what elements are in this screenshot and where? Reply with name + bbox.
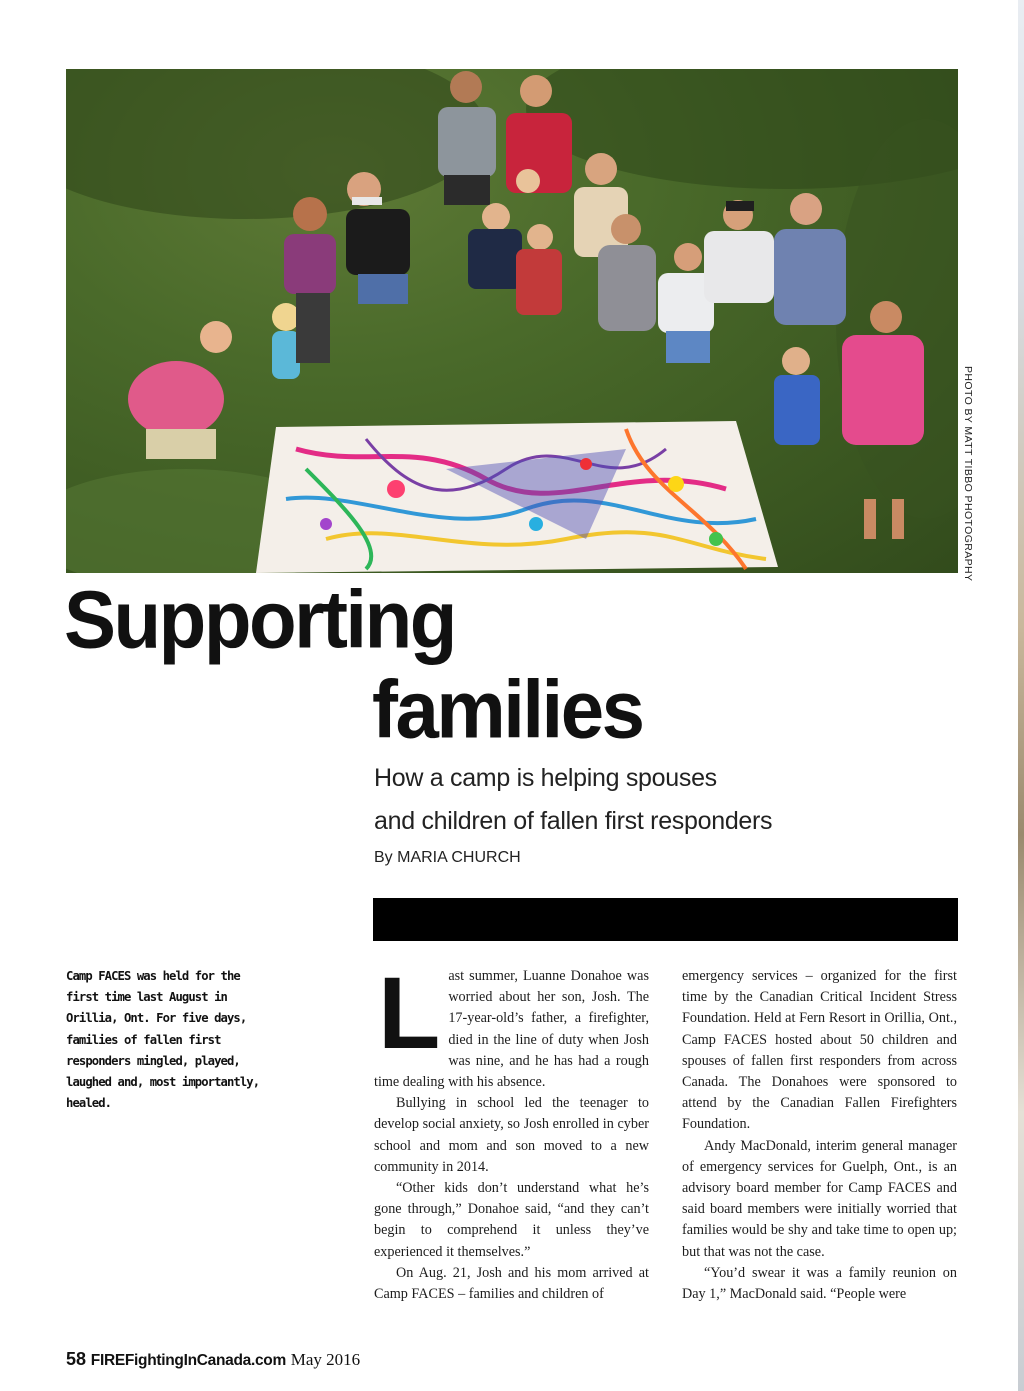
article-column-2: [682, 966, 957, 1305]
deck-subtitle: [374, 757, 844, 843]
article-paragraph: “You’d swear it was a family reunion on Day 1,” MacDonald said. “People were: [682, 1264, 957, 1303]
photo-credit-text: PHOTO BY MATT TIBBO PHOTOGRAPHY: [962, 366, 974, 582]
paragraph-text: ast summer, Luanne Donahoe was worried about her son, Josh. The 17-year-old’s father, a firefighter, died in the line of duty when Josh was nine, and he has had a rough time dealing with his absence.: [374, 968, 649, 1091]
headline-line-1: Supporting: [64, 572, 455, 666]
group-photo: [66, 69, 958, 573]
drop-cap: L: [378, 956, 441, 1070]
article-paragraph: Bullying in school led the teenager to develop social anxiety, so Josh enrolled in cyber school and mom and son moved to a new community in 2014.: [374, 1095, 649, 1175]
headline-line-2: families: [372, 662, 643, 756]
article-paragraph: [374, 956, 649, 1093]
article-paragraph: emergency services – organized for the first time by the Canadian Critical Incident Stress Foundation. Held at Fern Resort in Orillia, Ont., Camp FACES hosted about 50 children and spouses of fallen first responders from across Canada. The Donahoes were sponsored to attend by the Canadian Fallen Firefighters Foundation.: [682, 968, 957, 1133]
issue-date: May 2016: [290, 1350, 361, 1369]
page-number: 58: [66, 1349, 87, 1369]
decorative-bar: [373, 898, 958, 941]
deck-line-1: How a camp is helping spouses: [374, 764, 717, 792]
byline-prefix: By: [374, 849, 393, 866]
page-edge: [1018, 0, 1024, 1391]
article-paragraph: On Aug. 21, Josh and his mom arrived at Camp FACES – families and children of: [374, 1264, 649, 1303]
footer-site-link[interactable]: FIREFightingInCanada.com: [90, 1352, 286, 1369]
page-footer: [66, 1349, 360, 1371]
photo-caption: Camp FACES was held for the first time last August in Orillia, Ont. For five days, families of fallen first responders mingled, played, laughed and, most importantly, healed.: [66, 969, 260, 1111]
deck-line-2: and children of fallen first responders: [374, 807, 773, 835]
article-column-1: [374, 956, 649, 1305]
photo-credit: [958, 366, 974, 582]
group-photo-illustration: [66, 69, 958, 573]
article-paragraph: Andy MacDonald, interim general manager of emergency services for Guelph, Ont., is an advisory board member for Camp FACES and said board members were initially worried that families would be shy and take time to open up; but that was not the case.: [682, 1137, 957, 1260]
byline: [374, 849, 521, 867]
byline-author: MARIA CHURCH: [397, 849, 521, 866]
article-paragraph: “Other kids don’t understand what he’s gone through,” Donahoe said, “and they can’t begin to comprehend it unless they’ve experienced it themselves.”: [374, 1180, 649, 1260]
